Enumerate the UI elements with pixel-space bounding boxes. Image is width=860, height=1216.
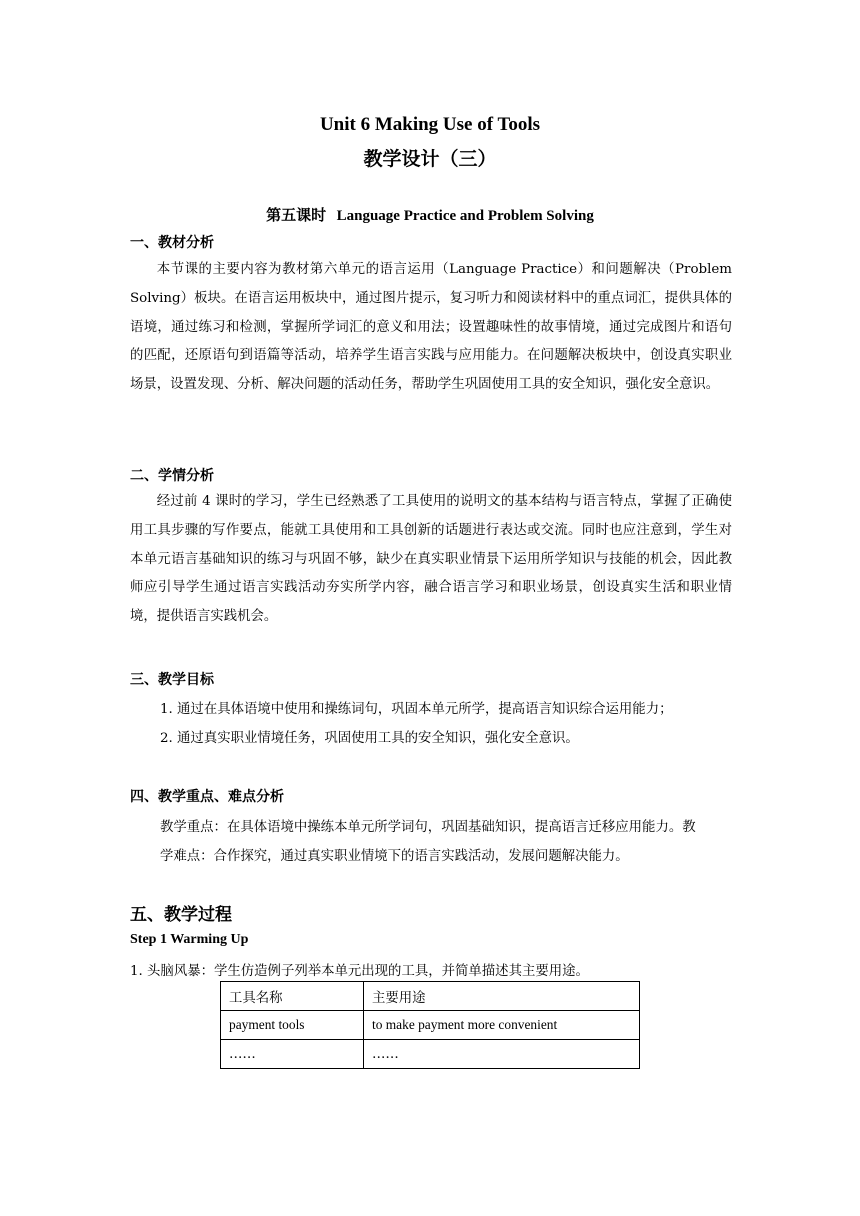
table-header-row <box>221 982 640 1011</box>
key-points-line-1: 教学重点：在具体语境中操练本单元所学词句，巩固基础知识，提高语言迁移应用能力。教 <box>160 820 696 835</box>
section-paragraph-1: 本节课的主要内容为教材第六单元的语言运用（Language Practice）和问题解决（Problem Solving）板块。在语言运用板块中，通过图片提示，复习听力和阅读材料中的重点词汇，提供具体的语境，通过练习和检测，掌握所学词汇的意义和用法；设置趣味性的故事情境，通过完成图片和语句的匹配，还原语句到语篇等活动，培养学生语言实践与应用能力。在问题解决板块中，创设真实职业场景，设置发现、分析、解决问题的活动任务，帮助学生巩固使用工具的安全知识，强化安全意识。 <box>130 262 732 393</box>
section-heading-4: 四、教学重点、难点分析 <box>130 789 284 805</box>
section-heading-3: 三、教学目标 <box>130 672 214 688</box>
table-cell: to make payment more convenient <box>364 1011 640 1040</box>
key-points-line-2: 学难点：合作探究，通过真实职业情境下的语言实践活动，发展问题解决能力。 <box>160 849 629 864</box>
step-instruction: 1. 头脑风暴：学生仿造例子列举本单元出现的工具，并简单描述其主要用途。 <box>130 964 589 979</box>
objective-item-2: 2. 通过真实职业情境任务，巩固使用工具的安全知识，强化安全意识。 <box>160 731 579 746</box>
document-title-cn: 教学设计（三） <box>363 148 497 170</box>
table-cell: payment tools <box>221 1011 364 1040</box>
objective-item-1: 1. 通过在具体语境中使用和操练词句，巩固本单元所学，提高语言知识综合运用能力； <box>160 702 673 717</box>
step-heading: Step 1 Warming Up <box>130 932 249 947</box>
section-heading-5: 五、教学过程 <box>130 905 232 925</box>
table-cell: …… <box>221 1040 364 1069</box>
lesson-prefix: 第五课时 <box>266 206 327 224</box>
table-row <box>221 1040 640 1069</box>
table-header-cell: 主要用途 <box>364 982 640 1011</box>
section-heading-2: 二、学情分析 <box>130 468 214 484</box>
tools-table <box>220 981 640 1069</box>
table-cell: …… <box>364 1040 640 1069</box>
document-title-en: Unit 6 Making Use of Tools <box>319 114 541 135</box>
section-paragraph-2: 经过前 4 课时的学习，学生已经熟悉了工具使用的说明文的基本结构与语言特点，掌握了正确使用工具步骤的写作要点，能就工具使用和工具创新的话题进行表达或交流。同时也应注意到，学生对本单元语言基础知识的练习与巩固不够，缺少在真实职业情景下运用所学知识与技能的机会，因此教师应引导学生通过语言实践活动夯实所学内容，融合语言学习和职业场景，创设真实生活和职业情境，提供语言实践机会。 <box>130 494 732 625</box>
section-heading-1: 一、教材分析 <box>130 235 214 251</box>
lesson-title-en: Language Practice and Problem Solving <box>336 208 594 224</box>
table-row <box>221 1011 640 1040</box>
table-header-cell: 工具名称 <box>221 982 364 1011</box>
lesson-title <box>0 204 860 225</box>
